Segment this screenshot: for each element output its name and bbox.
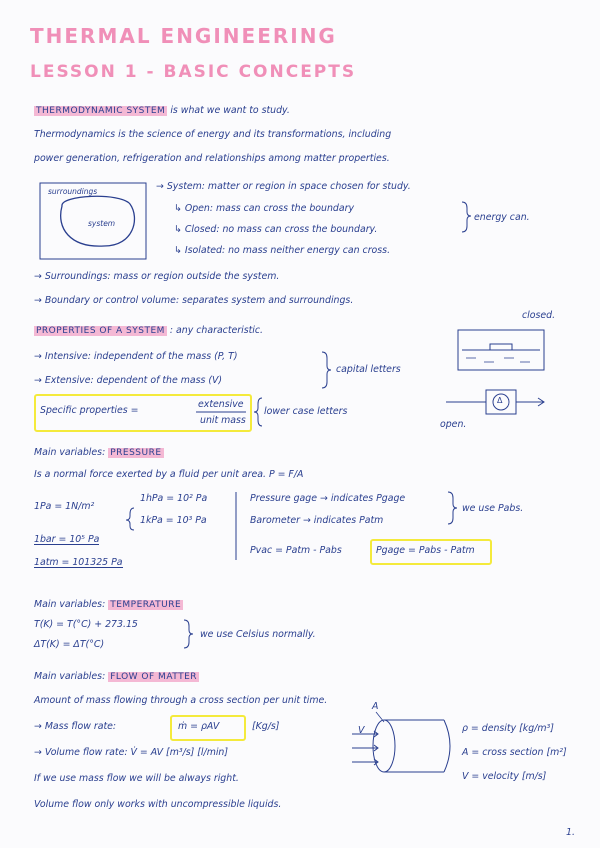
lesson-subtitle: LESSON 1 - BASIC CONCEPTS [30,62,357,82]
specific-label: Specific properties = [40,405,139,416]
mass-flow-note: If we use mass flow we will be always right. [34,773,239,784]
tank-piston [490,344,512,350]
pvac-eq: Pvac = Patm - Pabs [250,545,342,556]
tk-eq: T(K) = T(°C) + 273.15 [34,619,138,630]
flow-def: Amount of mass flowing through a cross section per unit time. [34,695,328,706]
prop-extensive: → Extensive: dependent of the mass (V) [34,375,223,386]
props-heading: PROPERTIES OF A SYSTEM [36,326,165,336]
pressure-heading-line [34,448,164,458]
capital-letters-note: capital letters [336,364,401,375]
area-def: A = cross section [m²] [462,747,567,758]
closed-label: closed. [522,310,556,321]
sys-line-2: power generation, refrigeration and relationships among matter properties. [34,153,390,164]
props-heading-line [34,326,263,336]
flow-arrow-3 [352,759,378,765]
brace-capital [322,352,331,388]
area-pointer [376,712,384,722]
def-isolated: ↳ Isolated: no mass neither energy can cross. [174,245,391,256]
pgage-eq: Pgage = Pabs - Patm [376,545,475,556]
page-title: THERMAL ENGINEERING [30,24,337,48]
prop-intensive: → Intensive: independent of the mass (P, T) [34,351,238,362]
diagram-surroundings: surroundings [48,187,98,196]
flow-arrow-2 [352,745,378,751]
delta-symbol: Δ [497,396,503,405]
flow-heading-line [34,672,199,682]
pipe-outlet [444,720,450,772]
def-boundary: → Boundary or control volume: separates system and surroundings. [34,295,354,306]
flow-heading-pre: Main variables: [34,671,106,682]
brace-gage [448,492,457,524]
use-abs-note: we use Pabs. [462,503,524,514]
brace-temperature [184,620,193,648]
sys-heading: THERMODYNAMIC SYSTEM [36,106,166,116]
velocity-def: V = velocity [m/s] [462,771,547,782]
specific-denominator: unit mass [200,415,246,426]
atm-def: 1atm = 101325 Pa [34,557,123,568]
mass-flow-eq: ṁ = ρAV [178,721,220,732]
specific-numerator: extensive [198,399,244,410]
diagram-v: V [358,725,365,736]
brace-units [126,508,134,530]
rho-def: ρ = density [kg/m³] [462,723,554,734]
barometer-def: Barometer → indicates Patm [250,515,384,526]
sys-heading-rest: is what we want to study. [170,105,290,116]
tank-hatch [466,358,530,362]
flow-heading: FLOW OF MATTER [110,672,198,682]
pressure-heading: PRESSURE [110,448,162,458]
bar-def: 1bar = 10⁵ Pa [34,534,100,545]
celsius-note: we use Celsius normally. [200,629,316,640]
diagram-system: system [88,219,116,228]
lower-case-note: lower case letters [264,406,348,417]
def-system: → System: matter or region in space chosen for study. [156,181,411,192]
volume-flow: → Volume flow rate: V̇ = AV [m³/s] [l/min] [34,747,229,758]
gage-def: Pressure gage → indicates Pgage [250,493,406,504]
dtk-eq: ΔT(K) = ΔT(°C) [34,639,105,650]
diagram-a: A [372,701,379,712]
def-open: ↳ Open: mass can cross the boundary [174,203,354,214]
def-closed: ↳ Closed: no mass can cross the boundary. [174,224,378,235]
brace-energy [462,202,471,232]
pipe-inlet-section [373,720,395,772]
volume-flow-note: Volume flow only works with uncompressible liquids. [34,799,282,810]
kpa-def: 1kPa = 10³ Pa [140,515,207,526]
temperature-heading-pre: Main variables: [34,599,106,610]
sys-line-1: Thermodynamics is the science of energy and its transformations, including [34,129,392,140]
temperature-heading-line [34,600,183,610]
mass-flow-label: → Mass flow rate: [34,721,117,732]
def-surroundings: → Surroundings: mass or region outside the system. [34,271,280,282]
pa-def: 1Pa = 1N/m² [34,501,95,512]
brace-lower [254,398,262,426]
props-heading-rest: : any characteristic. [169,325,264,336]
temperature-heading: TEMPERATURE [110,600,182,610]
open-label: open. [440,419,467,430]
mass-flow-units: [Kg/s] [252,721,280,732]
pressure-def: Is a normal force exerted by a fluid per unit area. P = F/A [34,469,304,480]
pressure-heading-pre: Main variables: [34,447,106,458]
hpa-def: 1hPa = 10² Pa [140,493,208,504]
page-number: 1. [566,827,575,838]
energy-note: energy can. [474,212,530,223]
